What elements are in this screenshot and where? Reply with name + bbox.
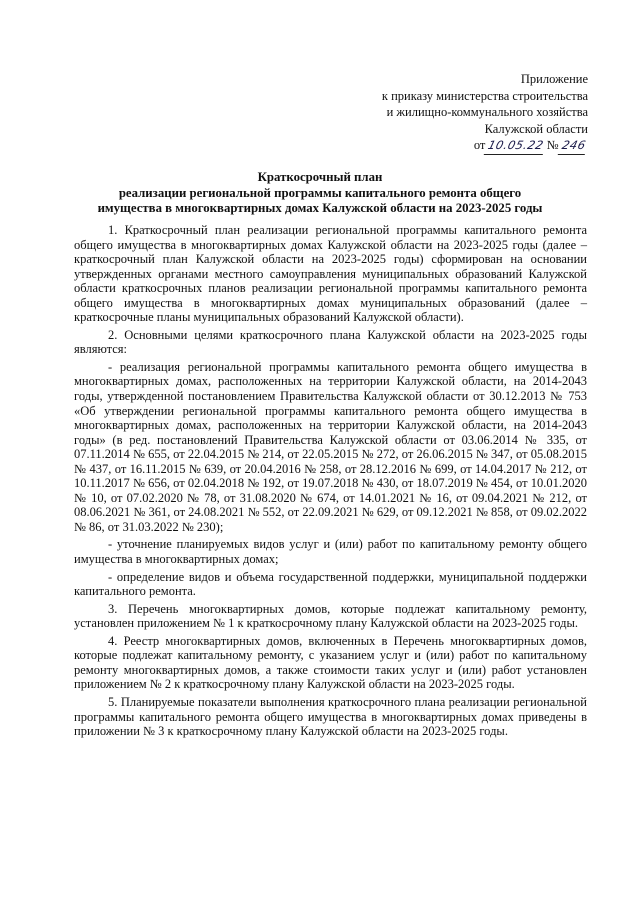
from-label: от [473, 138, 486, 152]
order-reference-line: к приказу министерства строительства [381, 88, 588, 103]
region-name-line: Калужской области [484, 121, 588, 136]
paragraph-2: 2. Основными целями краткосрочного плана Калужской области на 2023-2025 годы являются: [74, 327, 587, 357]
handwritten-number: 246 [557, 137, 589, 155]
paragraph-3: 3. Перечень многоквартирных домов, которые подлежат капитальному ремонту, установлен приложением № 1 к краткосрочному плану Калужской области на 2023-2025 годы. [74, 601, 587, 631]
paragraph-2-item-2: - уточнение планируемых видов услуг и (или) работ по капитальному ремонту общего имущества в многоквартирных домах; [74, 537, 587, 567]
paragraph-4: 4. Реестр многоквартирных домов, включенных в Перечень многоквартирных домов, которые подлежат капитальному ремонту, с указанием услуг и (или) работ по капитальному ремонту многоквартирных домов, а также стоимости таких услуг и (или) работ установлен приложением № 2 к краткосрочному плану Калужской области на 2023-2025 годы. [74, 633, 587, 692]
appendix-label: Приложение [520, 72, 588, 86]
paragraph-5: 5. Планируемые показатели выполнения краткосрочного плана реализации региональной программы капитального ремонта общего имущества в многоквартирных домах приведены в приложении № 3 к краткосрочному плану Калужской области на 2023-2025 годы. [74, 694, 587, 739]
appendix-header [358, 71, 588, 155]
paragraph-2-item-1: - реализация региональной программы капитального ремонта общего имущества в многоквартирных домах, расположенных на территории Калужской области, на 2014-2043 годы, утвержденной постановлением Правительства Калужской области от 30.12.2013 № 753 «Об утверждении региональной программы капитального ремонта общего имущества в многоквартирных домах, расположенных на территории Калужской области, на 2014-2043 годы» (в ред. постановлений Правительства Калужской области от 03.06.2014 № 335, от 07.11.2014 № 655, от 22.04.2015 № 214, от 22.05.2015 № 272, от 26.06.2015 № 347, от 05.08.2015 № 437, от 16.11.2015 № 639, от 20.04.2016 № 258, от 28.12.2016 № 699, от 14.04.2017 № 212, от 10.11.2017 № 656, от 02.04.2018 № 192, от 19.07.2018 № 430, от 18.07.2019 № 454, от 10.01.2020 № 10, от 07.02.2020 № 78, от 31.08.2020 № 674, от 14.01.2021 № 16, от 09.04.2021 № 212, от 08.06.2021 № 361, от 24.08.2021 № 552, от 22.09.2021 № 629, от 09.12.2021 № 858, от 09.02.2022 № 86, от 31.03.2022 № 230); [74, 359, 587, 534]
title-line-1: Краткосрочный план [257, 170, 383, 184]
document-title [60, 170, 580, 217]
handwritten-date: 10.05.22 [484, 137, 548, 155]
number-label: № [546, 138, 559, 152]
title-line-2: реализации региональной программы капитального ремонта общего [118, 185, 522, 200]
title-line-3: имущества в многоквартирных домах Калужской области на 2023-2025 годы [97, 201, 543, 215]
paragraph-1: 1. Краткосрочный план реализации региональной программы капитального ремонта общего имущества в многоквартирных домах Калужской области на 2023-2025 годы (далее – краткосрочный план Калужской области на 2023-2025 годы) сформирован на основании утвержденных органами местного самоуправления муниципальных образований Калужской области краткосрочных планов реализации региональной программы капитального ремонта общего имущества в многоквартирных домах муниципальных образований (далее – краткосрочные планы муниципальных образований Калужской области). [74, 223, 587, 325]
document-body [74, 223, 587, 742]
paragraph-2-item-3: - определение видов и объема государственной поддержки, муниципальной поддержки капитального ремонта. [74, 569, 587, 599]
ministry-name-line: и жилищно-коммунального хозяйства [386, 105, 588, 119]
order-date-number-line [358, 137, 588, 155]
